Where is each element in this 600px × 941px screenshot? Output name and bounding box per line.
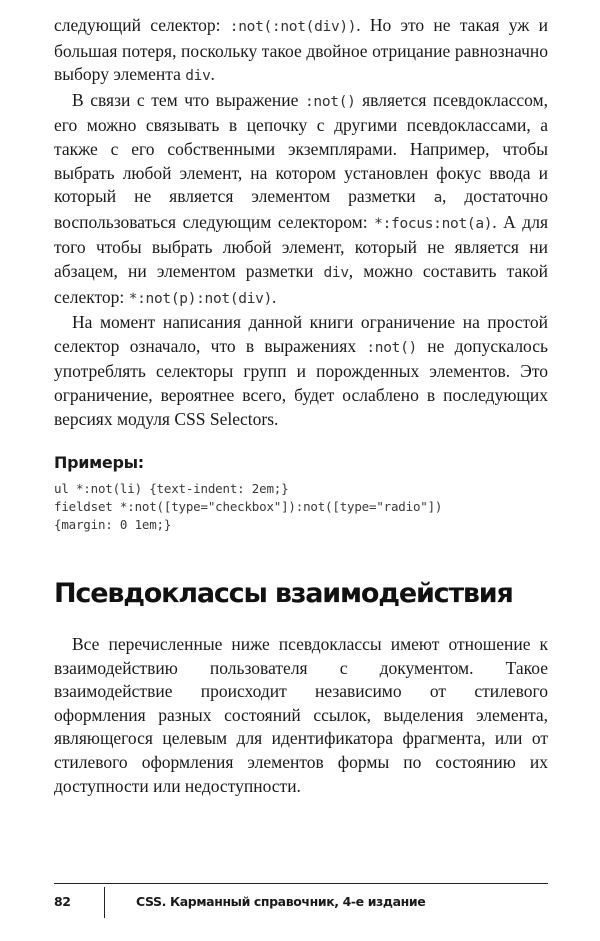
section-paragraph: Все перечисленные ниже псевдоклассы имеют отношение к взаимодействию пользователя с документом. Такое взаимодействие происходит независимо от стилевого оформления разных состояний ссылок, выделения элемента, являющегося целевым для идентификатора фрагмента, или от стилевого оформления элементов формы по состоянию их доступности или недоступности. — [54, 634, 548, 796]
code-inline: :not() — [366, 339, 417, 356]
code-example-line: {margin: 0 1em;} — [54, 517, 172, 533]
paragraph-continuation: следующий селектор: :not(:not(div)). Но это не такая уж и большая потеря, поскольку такое двойное отрицание равнозначно выбору элемента div. — [54, 15, 548, 85]
code-example-line: ul *:not(li) {text-indent: 2em;} — [54, 481, 289, 497]
code-inline: div — [185, 68, 211, 85]
code-inline: :not() — [304, 93, 356, 110]
page-footer — [54, 883, 548, 924]
section-title: Псевдоклассы взаимодействия — [54, 578, 513, 610]
paragraph-limitation: На момент написания данной книги ограничение на простой селектор означало, что в выражениях :not() не допускалось употреблять селекторы групп и порожденных элементов. Это ограничение, вероятнее всего, будет ослаблено в последующих версиях модуля CSS Selectors. — [54, 312, 548, 429]
footer-divider — [104, 887, 105, 918]
code-inline: *:not(p):not(div) — [128, 290, 272, 307]
page-number: 82 — [54, 894, 71, 909]
code-inline: :not(:not(div)) — [229, 19, 357, 35]
examples-heading: Примеры: — [54, 453, 144, 473]
code-inline: a — [433, 190, 443, 207]
code-example-line: fieldset *:not([type="checkbox"]):not([type="radio"]) — [54, 499, 443, 515]
code-inline: div — [323, 264, 349, 281]
paragraph-chaining: В связи с тем что выражение :not() является псевдоклассом, его можно связывать в цепочку с другими псевдоклассами, а также с его собственными экземплярами. Например, чтобы выбрать любой элемент, на котором установлен фокус ввода и который не является элементом разметки a, достаточно воспользоваться следующим селектором: *:focus:not(a). А для того чтобы выбрать любой элемент, который не является ни абзацем, ни элементом разметки div, можно составить такой селектор: *:not(p):not(div). — [54, 89, 549, 307]
book-title: CSS. Карманный справочник, 4-е издание — [136, 894, 426, 909]
page-content — [54, 14, 548, 798]
code-inline: *:focus:not(a) — [374, 215, 493, 232]
